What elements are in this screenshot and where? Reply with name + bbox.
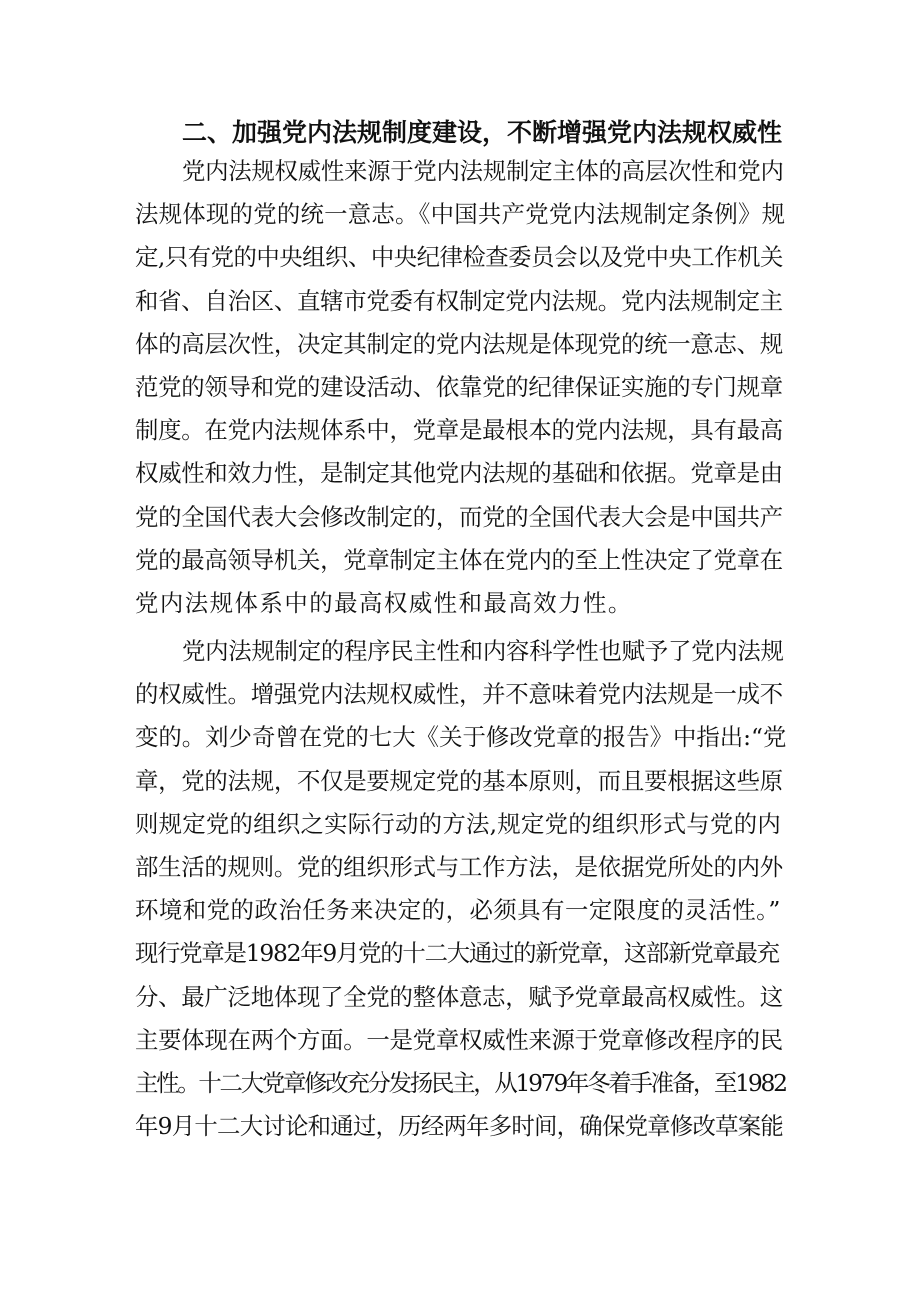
paragraph-1-line-4: 和省、自治区、直辖市党委有权制定党内法规。党内法规制定主 <box>135 287 783 315</box>
paragraph-1-line-6: 范党的领导和党的建设活动、依靠党的纪律保证实施的专门规章 <box>135 373 783 401</box>
paragraph-2-line-9: 分、最广泛地体现了全党的整体意志，赋予党章最高权威性。这 <box>135 983 783 1011</box>
paragraph-2-line-3: 变的。刘少奇曾在党的七大《关于修改党章的报告》中指出:“党 <box>135 723 787 751</box>
paragraph-1-line-3: 定,只有党的中央组织、中央纪律检查委员会以及党中央工作机关 <box>135 243 783 271</box>
paragraph-1-line-5: 体的高层次性，决定其制定的党内法规是体现党的统一意志、规 <box>135 330 783 358</box>
paragraph-1-line-1: 党内法规权威性来源于党内法规制定主体的高层次性和党内 <box>182 157 784 185</box>
paragraph-1-line-10: 党的最高领导机关，党章制定主体在党内的至上性决定了党章在 <box>135 546 783 574</box>
paragraph-2-line-12: 年9月十二大讨论和通过，历经两年多时间，确保党章修改草案能 <box>135 1112 784 1140</box>
paragraph-1-line-8: 权威性和效力性，是制定其他党内法规的基础和依据。党章是由 <box>135 459 783 487</box>
paragraph-1-line-11: 党内法规体系中的最高权威性和最高效力性。 <box>135 589 633 617</box>
paragraph-2-line-6: 部生活的规则。党的组织形式与工作方法，是依据党所处的内外 <box>135 853 783 881</box>
paragraph-2-line-5: 则规定党的组织之实际行动的方法,规定党的组织形式与党的内 <box>135 810 781 838</box>
paragraph-2-line-10: 主要体现在两个方面。一是党章权威性来源于党章修改程序的民 <box>135 1026 783 1054</box>
paragraph-2-line-11: 主性。十二大党章修改充分发扬民主，从1979年冬着手准备，至1982 <box>135 1069 786 1097</box>
paragraph-2-line-2: 的权威性。增强党内法规权威性，并不意味着党内法规是一成不 <box>135 680 783 708</box>
section-heading: 二、加强党内法规制度建设，不断增强党内法规权威性 <box>182 118 783 147</box>
paragraph-1-line-7: 制度。在党内法规体系中，党章是最根本的党内法规，具有最高 <box>135 416 783 444</box>
paragraph-1-line-9: 党的全国代表大会修改制定的，而党的全国代表大会是中国共产 <box>135 503 783 531</box>
paragraph-2-line-8: 现行党章是1982年9月党的十二大通过的新党章，这部新党章最充 <box>135 939 779 967</box>
paragraph-1-line-2: 法规体现的党的统一意志。《中国共产党党内法规制定条例》规 <box>135 200 786 228</box>
paragraph-2-line-7: 环境和党的政治任务来决定的，必须具有一定限度的灵活性。” <box>135 896 781 924</box>
paragraph-2-line-1: 党内法规制定的程序民主性和内容科学性也赋予了党内法规 <box>182 637 784 665</box>
paragraph-2-line-4: 章，党的法规，不仅是要规定党的基本原则，而且要根据这些原 <box>135 767 783 795</box>
